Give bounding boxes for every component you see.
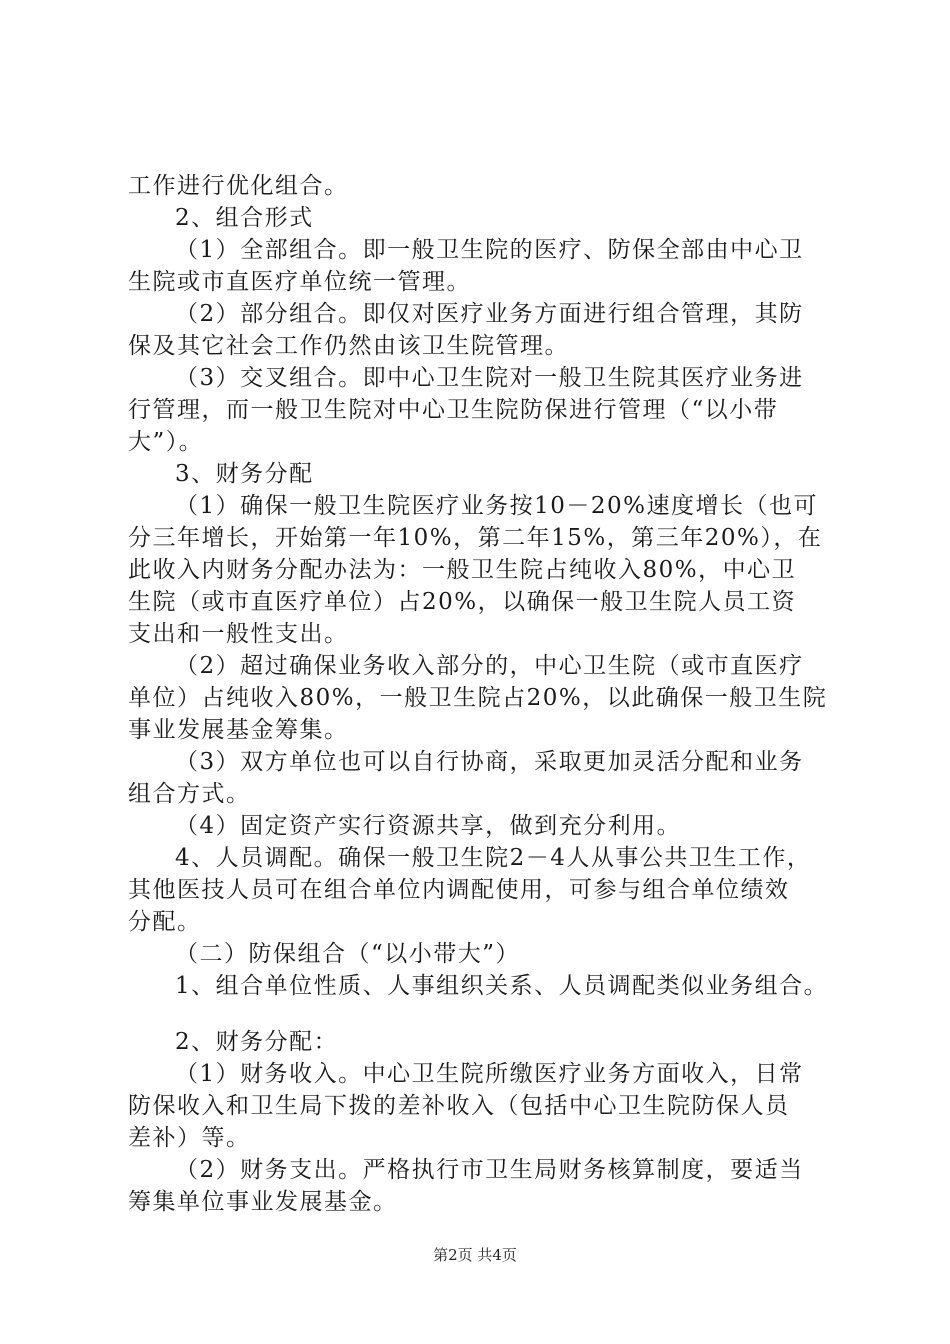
- section-heading: 3、财务分配: [175, 461, 314, 487]
- text-line: （2）部分组合。即仅对医疗业务方面进行组合管理，其防: [175, 301, 804, 327]
- text-line: 防保收入和卫生局下拨的差补收入（包括中心卫生院防保人员: [128, 1093, 790, 1119]
- text-line: （1）全部组合。即一般卫生院的医疗、防保全部由中心卫: [175, 237, 804, 263]
- section-heading: （二）防保组合（“以小带大”）: [175, 941, 521, 967]
- text-line: 工作进行优化组合。: [128, 173, 349, 199]
- text-line: 其他医技人员可在组合单位内调配使用，可参与组合单位绩效: [128, 877, 790, 903]
- text-line: 组合方式。: [128, 781, 251, 807]
- text-line: （2）财务支出。严格执行市卫生局财务核算制度，要适当: [175, 1157, 804, 1183]
- text-line: （1）确保一般卫生院医疗业务按10－20%速度增长（也可: [175, 493, 819, 519]
- section-heading: 2、组合形式: [175, 205, 314, 231]
- text-line: （3）双方单位也可以自行协商，采取更加灵活分配和业务: [175, 749, 804, 775]
- section-heading: 1、组合单位性质、人事组织关系、人员调配类似业务组合。: [175, 973, 829, 999]
- page-number-footer: 第2页 共4页: [433, 1246, 517, 1264]
- text-line: 保及其它社会工作仍然由该卫生院管理。: [128, 333, 569, 359]
- text-line: 单位）占纯收入80%，一般卫生院占20%，以此确保一般卫生院: [128, 685, 828, 711]
- text-line: 生院（或市直医疗单位）占20%，以确保一般卫生院人员工资: [128, 589, 797, 615]
- text-line: 分三年增长，开始第一年10%，第二年15%，第三年20%），在: [128, 525, 823, 551]
- section-heading: 2、财务分配：: [175, 1029, 339, 1055]
- text-line: 分配。: [128, 909, 202, 935]
- text-line: （4）固定资产实行资源共享，做到充分利用。: [175, 813, 682, 839]
- text-line: 筹集单位事业发展基金。: [128, 1189, 398, 1215]
- section-heading: 4、人员调配。确保一般卫生院2－4人从事公共卫生工作，: [175, 845, 812, 871]
- text-line: 生院或市直医疗单位统一管理。: [128, 269, 471, 295]
- text-line: （3）交叉组合。即中心卫生院对一般卫生院其医疗业务进: [175, 365, 804, 391]
- text-line: （1）财务收入。中心卫生院所缴医疗业务方面收入，日常: [175, 1061, 804, 1087]
- text-line: 差补）等。: [128, 1125, 251, 1151]
- text-line: 支出和一般性支出。: [128, 621, 349, 647]
- text-line: 大”）。: [128, 429, 204, 455]
- text-line: 事业发展基金筹集。: [128, 717, 349, 743]
- text-line: 此收入内财务分配办法为：一般卫生院占纯收入80%，中心卫: [128, 557, 797, 583]
- text-line: 行管理，而一般卫生院对中心卫生院防保进行管理（“以小带: [128, 397, 779, 423]
- text-line: （2）超过确保业务收入部分的，中心卫生院（或市直医疗: [175, 653, 804, 679]
